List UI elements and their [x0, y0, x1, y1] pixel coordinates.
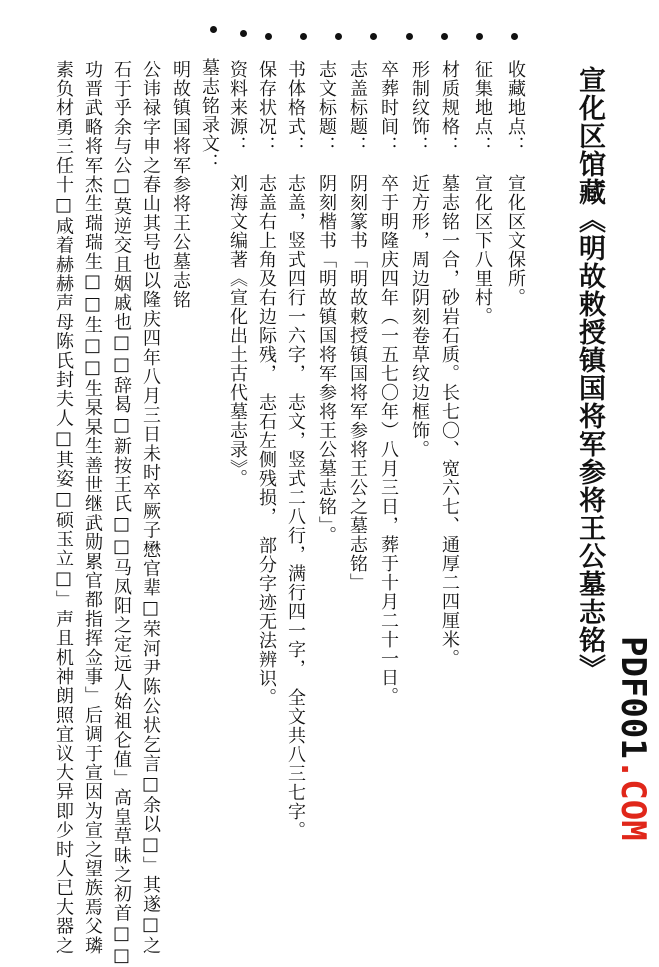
section-label: 墓志铭录文： — [199, 58, 220, 172]
watermark — [613, 636, 653, 841]
decorative-dot — [511, 33, 518, 40]
inscription-line: 功晋武略将军杰生瑞瑞生□□生□□生杲杲生善世继武勋累官都指挥佥事」后调于宣因为宣之望族焉父璘 — [82, 60, 103, 956]
decorative-dot — [265, 33, 272, 40]
field-script-format: 书体格式： 志盖，竖式四行一六字， 志文，竖式二八行，满行四一字， 全文共八三七字。 — [285, 60, 306, 840]
inscription-line: 石于乎余与公□莫逆交且姻戚也□□辞曷□新按王氏□□马凤阳之定远人始祖仑值」高皇草昧之初首□□ — [111, 60, 132, 967]
inscription-line: 素负材勇三任十□咸着赫赫声母陈氏封夫人□其姿□硕玉立□」声且机神朗照宜议大异即少时人已大器之 — [53, 60, 74, 956]
decorative-dot — [300, 33, 307, 40]
field-preservation-status: 保存状况： 志盖右上角及右边际残， 志石左侧残损， 部分字迹无法辨识。 — [256, 60, 277, 707]
decorative-dot — [406, 33, 413, 40]
decorative-dot — [240, 30, 247, 37]
field-shape-decoration: 形制纹饰： 近方形，周边阴刻卷草纹边框饰。 — [409, 60, 430, 459]
watermark-red-text: .COM — [613, 758, 653, 841]
page-title: 宣化区馆藏《明故敕授镇国将军参将王公墓志铭》 — [574, 66, 605, 682]
watermark-black-text: PDF001 — [613, 636, 653, 759]
field-material-spec: 材质规格： 墓志铭一合，砂岩石质。长七〇、宽六七、通厚二四厘米。 — [439, 60, 460, 668]
decorative-dot — [370, 33, 377, 40]
field-death-burial-date: 卒葬时间： 卒于明隆庆四年（一五七〇年）八月三日，葬于十月二十一日。 — [378, 60, 399, 706]
inscription-line: 公讳禄字申之春山其号也以隆庆四年八月三日未时卒厥子懋官辈□荣河尹陈公状乞言□余以□」其遂□之 — [140, 60, 161, 956]
decorative-dot — [335, 33, 342, 40]
decorative-dot — [441, 33, 448, 40]
inscription-title: 明故镇国将军参将王公墓志铭 — [170, 60, 191, 310]
decorative-dot — [210, 26, 217, 33]
decorative-dot — [476, 33, 483, 40]
field-collection-location: 收藏地点： 宣化区文保所。 — [505, 60, 526, 307]
field-cover-title: 志盖标题： 阴刻篆书「明故敕授镇国将军参将王公之墓志铭」 — [347, 60, 368, 592]
field-acquisition-location: 征集地点： 宣化区下八里村。 — [472, 60, 493, 326]
field-data-source: 资料来源： 刘海文编著《宣化出土古代墓志录》。 — [227, 60, 248, 488]
field-inscription-title: 志文标题： 阴刻楷书「明故镇国将军参将王公墓志铭」。 — [316, 60, 337, 545]
